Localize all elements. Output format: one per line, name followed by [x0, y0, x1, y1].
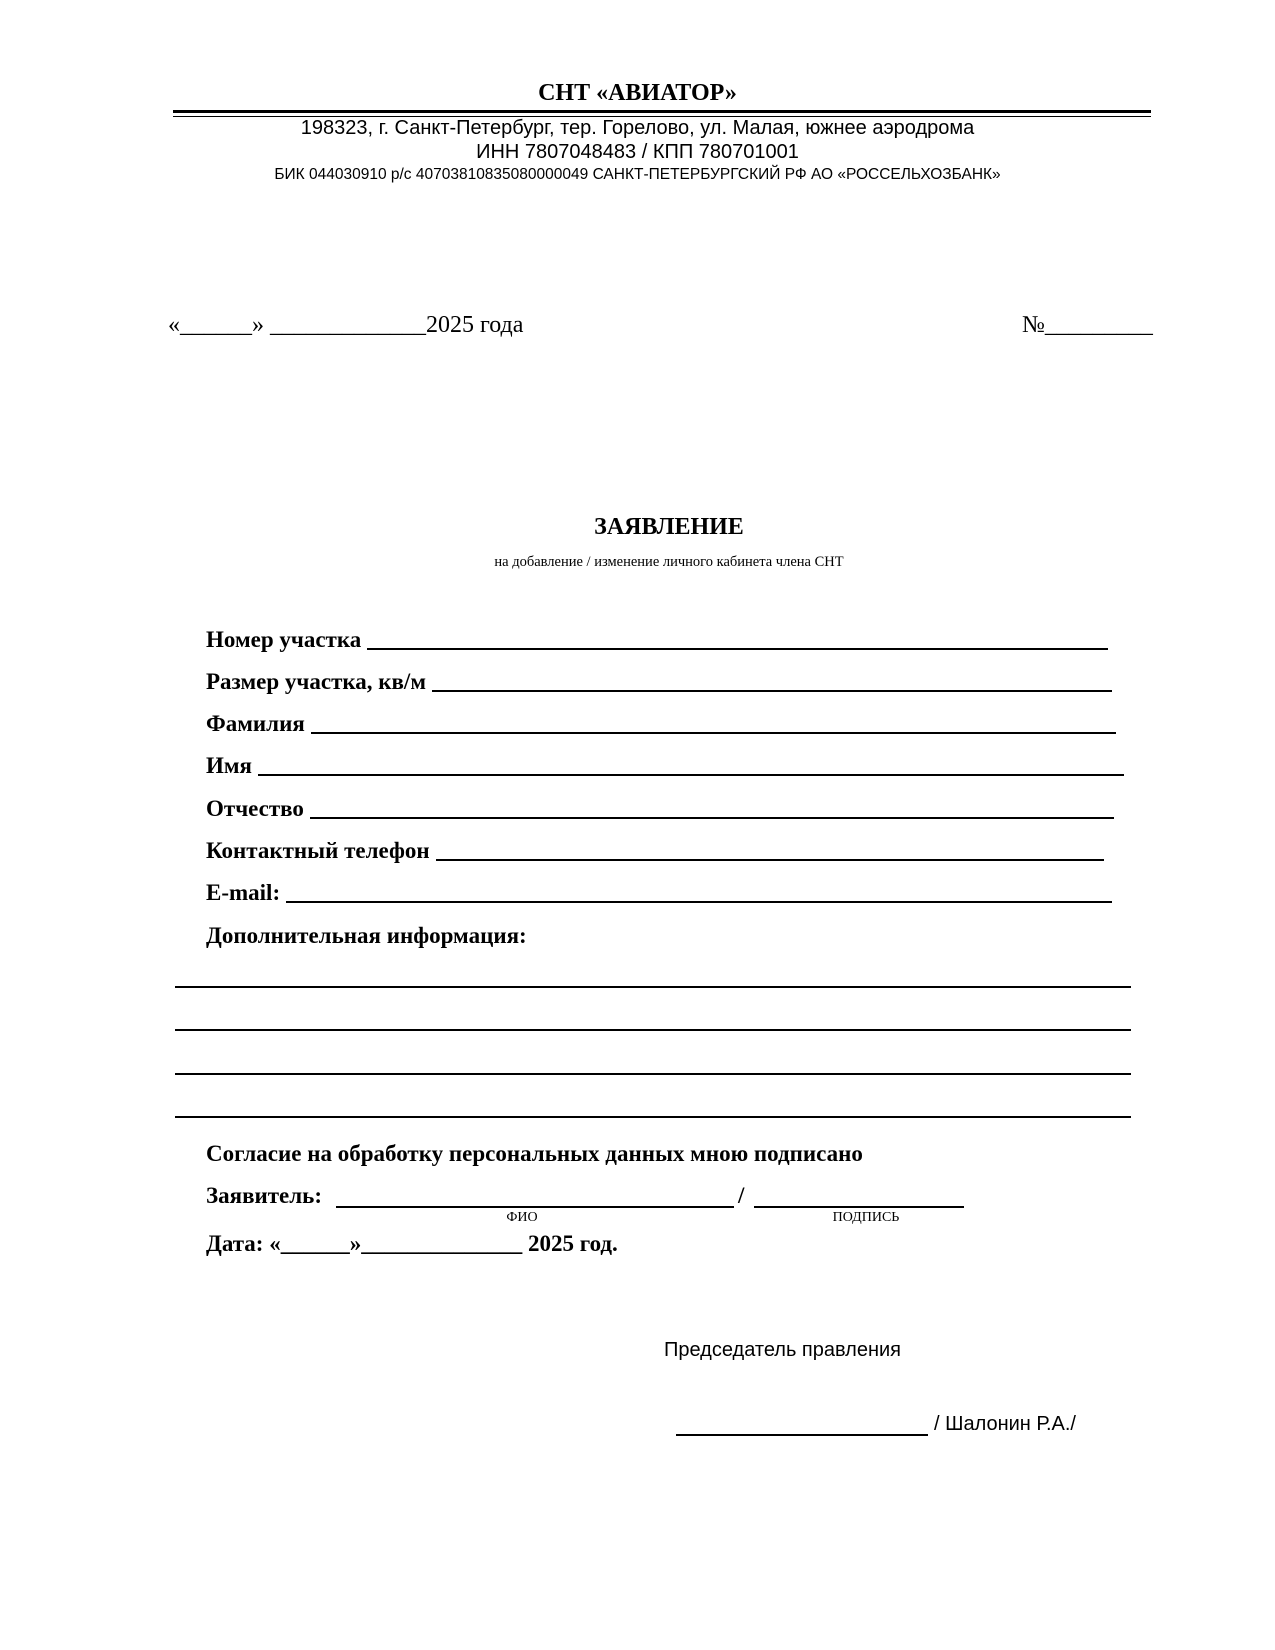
field-plot-number	[206, 626, 1108, 654]
field-label: Фамилия	[206, 711, 305, 736]
consent-statement: Согласие на обработку персональных данных мною подписано	[206, 1141, 863, 1166]
field-label: Номер участка	[206, 627, 362, 652]
signature-caption: ПОДПИСЬ	[832, 1210, 900, 1225]
application-date-line: Дата: «______»______________ 2025 год.	[206, 1231, 618, 1256]
applicant-label: Заявитель:	[206, 1183, 322, 1208]
field-last-name	[206, 710, 1116, 738]
field-input-line	[310, 817, 1114, 819]
organization-inn-kpp: ИНН 7807048483 / КПП 780701001	[476, 141, 799, 163]
field-plot-size	[206, 668, 1112, 696]
organization-name: СНТ «АВИАТОР»	[538, 80, 737, 106]
field-input-line	[286, 901, 1112, 903]
chairman-name: / Шалонин Р.А./	[934, 1413, 1076, 1435]
field-patronymic	[206, 795, 1114, 823]
organization-address: 198323, г. Санкт-Петербург, тер. Горелово, ул. Малая, южнее аэродрома	[300, 117, 975, 139]
field-input-line	[258, 774, 1124, 776]
field-additional-info	[206, 922, 527, 950]
applicant-signature-line	[754, 1206, 964, 1208]
field-label: Имя	[206, 753, 252, 778]
field-input-line	[436, 859, 1104, 861]
field-phone	[206, 837, 1104, 865]
field-input-line	[432, 690, 1112, 692]
header-rule-thick	[173, 110, 1151, 113]
field-label: Контактный телефон	[206, 838, 430, 863]
field-input-line	[367, 648, 1108, 650]
field-label: Дополнительная информация:	[206, 923, 527, 948]
field-label: Отчество	[206, 796, 304, 821]
field-first-name	[206, 752, 1124, 780]
additional-info-line	[175, 1116, 1131, 1118]
field-label: Размер участка, кв/м	[206, 669, 426, 694]
additional-info-line	[175, 1073, 1131, 1075]
field-input-line	[311, 732, 1116, 734]
document-subtitle: на добавление / изменение личного кабинета члена СНТ	[494, 554, 844, 570]
organization-bank-details: БИК 044030910 р/с 40703810835080000049 САНКТ-ПЕТЕРБУРГСКИЙ РФ АО «РОССЕЛЬХОЗБАНК»	[274, 166, 1001, 183]
chairman-signature-line	[676, 1434, 928, 1436]
field-label: E-mail:	[206, 880, 281, 905]
additional-info-line	[175, 986, 1131, 988]
fio-caption: ФИО	[506, 1210, 538, 1225]
document-title: ЗАЯВЛЕНИЕ	[594, 514, 744, 540]
document-number-line: №_________	[1022, 312, 1153, 338]
chairman-title: Председатель правления	[664, 1339, 902, 1361]
additional-info-line	[175, 1029, 1131, 1031]
document-date-line: «______» _____________2025 года	[168, 312, 524, 338]
field-email	[206, 879, 1112, 907]
applicant-slash: /	[738, 1183, 745, 1208]
applicant-fio-line	[336, 1206, 734, 1208]
